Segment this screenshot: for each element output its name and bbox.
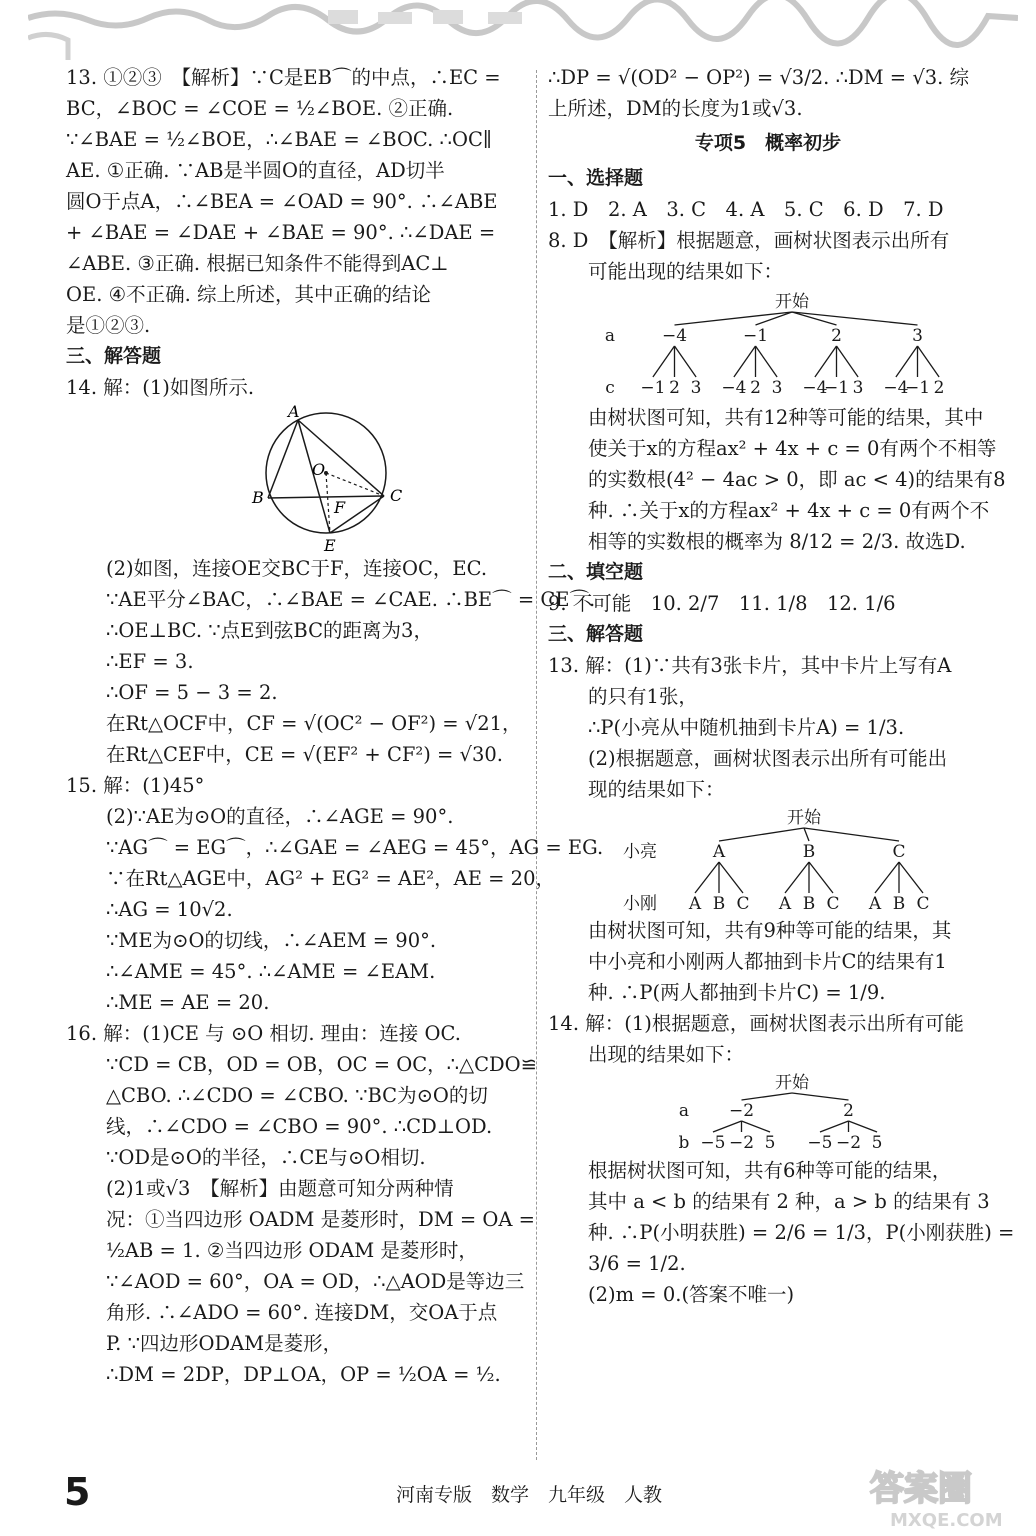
label-E: E — [324, 536, 336, 553]
q13-prob-line: 中小亮和小刚两人都抽到卡片C的结果有1 — [588, 950, 947, 973]
q13-line: BC，∠BOC = ∠COE = ½∠BOE. ②正确. — [66, 97, 454, 120]
q16-line: 线，∴∠CDO = ∠CBO = 90°. ∴CD⊥OD. — [106, 1115, 493, 1138]
tree-node-level2: −2 — [728, 1133, 755, 1153]
q14-prob-line: 14. 解：(1)根据题意，画树状图表示出所有可能 — [548, 1012, 964, 1035]
tree-branch — [809, 862, 833, 893]
label-C: C — [390, 486, 403, 505]
q14-line: 在Rt△OCF中，CF = √(OC² − OF²) = √21， — [106, 712, 522, 735]
q13-prob-line: ∴P(小亮从中随机抽到卡片A) = 1/3. — [588, 716, 905, 739]
q13-line: 是①②③. — [66, 314, 151, 337]
q13-prob-line: 的只有1张， — [588, 685, 698, 708]
q8-line: 使关于x的方程ax² + 4x + c = 0有两个不相等 — [588, 437, 997, 460]
q16-line: ∴DM = 2DP，DP⊥OA，OP = ½OA = ½. — [106, 1363, 501, 1386]
q15-line: ∵在Rt△AGE中，AG² + EG² = AE²，AE = 20， — [106, 867, 555, 890]
q13-prob-line: 13. 解：(1)∵共有3张卡片，其中卡片上写有A — [548, 654, 952, 677]
q13-prob-line: 种. ∴P(两人都抽到卡片C) = 1/9. — [588, 981, 886, 1004]
tree-node-level1: −2 — [728, 1101, 755, 1121]
fill-answers: 9. 不可能 10. 2/7 11. 1/8 12. 1/6 — [548, 592, 896, 615]
q14-prob-line: 3/6 = 1/2. — [588, 1252, 686, 1275]
q8-line: 相等的实数根的概率为 8/12 = 2/3. 故选D. — [588, 530, 966, 553]
continued-line: ∴DP = √(OD² − OP²) = √3/2. ∴DM = √3. 综 — [548, 66, 970, 89]
label-O: O — [312, 460, 326, 479]
tree-row-label: 小亮 — [623, 842, 657, 862]
tree-branch — [837, 346, 859, 377]
q14-prob-line: 出现的结果如下： — [588, 1043, 745, 1066]
q16-line: 况：①当四边形 OADM 是菱形时，DM = OA = — [106, 1208, 536, 1231]
tree-node-level2: 3 — [852, 378, 864, 398]
tree-branch — [695, 862, 719, 893]
q13-line: OE. ④不正确. 综上所述，其中正确的结论 — [66, 283, 431, 306]
q16-line: 16. 解：(1)CE 与 ⊙O 相切. 理由：连接 OC. — [66, 1022, 461, 1045]
q13-explanation — [548, 915, 988, 1008]
tree-node-level2: B — [712, 894, 726, 914]
q15-line: ∵ME为⊙O的切线，∴∠AEM = 90°. — [106, 929, 437, 952]
q8-line: 8. D 【解析】根据题意，画树状图表示出所有 — [548, 229, 950, 252]
tree-node-level2: 5 — [764, 1133, 776, 1153]
tree-node-level2: 2 — [750, 378, 761, 398]
q8-line: 由树状图可知，共有12种等可能的结果，其中 — [588, 406, 984, 429]
q14-line: ∵AE平分∠BAC，∴∠BAE = ∠CAE. ∴BE⌒ = CE⌒. — [106, 588, 596, 611]
tree-node-level2: 3 — [690, 378, 702, 398]
tree-branch — [675, 346, 697, 377]
tree-branch — [896, 346, 918, 377]
right-column — [548, 62, 1015, 1310]
tree-branch — [875, 862, 899, 893]
tree-branch — [792, 1093, 849, 1100]
q16-line: ∵∠AOD = 60°，OA = OD，∴△AOD是等边三 — [106, 1270, 525, 1293]
tree-root: 开始 — [775, 1073, 809, 1093]
q13-solution — [66, 62, 516, 341]
tree-node-level1: 3 — [912, 326, 923, 346]
watermark-text: 答案圈 — [870, 1469, 972, 1509]
tree-node-level2: −1 — [823, 378, 850, 398]
tree-row-label: c — [605, 378, 615, 398]
tree-branch — [785, 862, 809, 893]
tree-node-level2: −5 — [807, 1133, 833, 1153]
tree-branch — [820, 1121, 849, 1132]
q14-line: 在Rt△CEF中，CE = √(EF² + CF²) = √30. — [106, 743, 503, 766]
tree-row-label: a — [678, 1101, 690, 1121]
tree-root: 开始 — [775, 292, 809, 312]
tree-node-level2: 2 — [933, 378, 945, 398]
q13-line: AE. ①正确. ∵AB是半圆O的直径，AD切半 — [66, 159, 445, 182]
decorative-top-border — [28, 0, 1018, 60]
q14-line: ∴OE⊥BC. ∵点E到弦BC的距离为3， — [106, 619, 433, 642]
tree-node-level2: A — [688, 894, 702, 914]
tree-branch — [719, 828, 804, 841]
footer-text: 河南专版 数学 九年级 人教 — [396, 1484, 663, 1506]
q13-prob-line: 由树状图可知，共有9种等可能的结果，其 — [588, 919, 952, 942]
tree-node-level2: 3 — [771, 378, 783, 398]
q15-line: ∴AG = 10√2. — [106, 898, 233, 921]
tree-node-level1: A — [712, 842, 726, 862]
tree-row-label: b — [678, 1133, 690, 1153]
topic-title: 专项5 概率初步 — [694, 132, 842, 154]
q14-prob-line: 种. ∴P(小明获胜) = 2/6 = 1/3，P(小刚获胜) = — [588, 1221, 1015, 1244]
tree-node-level1: 2 — [831, 326, 842, 346]
tree-branch — [804, 828, 809, 841]
q16-line: P. ∵四边形ODAM是菱形， — [106, 1332, 343, 1355]
q13-prob-line: 现的结果如下： — [588, 778, 725, 801]
section-heading: 三、解答题 — [548, 623, 644, 645]
q14-prob — [548, 1008, 988, 1070]
section-heading: 二、填空题 — [548, 561, 644, 583]
continued-line: 上所述，DM的长度为1或√3. — [548, 97, 803, 120]
q8-line: 的实数根(4² − 4ac > 0，即 ac < 4)的结果有8 — [588, 468, 1006, 491]
tree-node-level2: −4 — [721, 378, 747, 398]
tree-branch — [899, 862, 923, 893]
tree-root: 开始 — [787, 808, 821, 828]
q15-line: ∴ME = AE = 20. — [106, 991, 270, 1014]
tree-node-level1: −1 — [742, 326, 769, 346]
section-heading: 三、解答题 — [66, 345, 162, 367]
q14-heading: 14. 解：(1)如图所示. — [66, 376, 255, 399]
tree-branch — [849, 1121, 878, 1132]
tree-node-level2: −5 — [700, 1133, 726, 1153]
tree-branch — [719, 862, 743, 893]
q14-line: ∴EF = 3. — [106, 650, 194, 673]
tree-diagram-q8 — [548, 287, 988, 402]
tree-node-level2: −2 — [835, 1133, 862, 1153]
column-divider — [536, 70, 537, 1460]
tree-node-level2: B — [892, 894, 906, 914]
q8-line: 种. ∴关于x的方程ax² + 4x + c = 0有两个不 — [588, 499, 990, 522]
tree-diagram-q13 — [548, 805, 988, 915]
tree-node-level2: C — [916, 894, 930, 914]
q15-line: ∴∠AME = 45°. ∴∠AME = ∠EAM. — [106, 960, 436, 983]
tree-node-level2: B — [802, 894, 816, 914]
q13-line: + ∠BAE = ∠DAE + ∠BAE = 90°. ∴∠DAE = — [66, 221, 496, 244]
q16-line: ∵CD = CB，OD = OB，OC = OC，∴△CDO≌ — [106, 1053, 537, 1076]
tree-diagram-q14 — [548, 1070, 988, 1155]
tree-node-level2: C — [826, 894, 840, 914]
choice-answers: 1. D 2. A 3. C 4. A 5. C 6. D 7. D — [548, 198, 944, 221]
q13-prob-line: (2)根据题意，画树状图表示出所有可能出 — [588, 747, 948, 770]
q8-explanation — [548, 402, 1006, 557]
q16-line: 角形. ∴∠ADO = 60°. 连接DM，交OA于点 — [106, 1301, 498, 1324]
q14-prob-line: 其中 a < b 的结果有 2 种，a > b 的结果有 3 — [588, 1190, 990, 1213]
q16-line: △CBO. ∴∠CDO = ∠CBO. ∵BC为⊙O的切 — [106, 1084, 488, 1107]
q15-line: 15. 解：(1)45° — [66, 774, 205, 797]
tree-node-level2: C — [736, 894, 750, 914]
q13-line: 圆O于点A，∴∠BEA = ∠OAD = 90°. ∴∠ABE — [66, 190, 498, 213]
q13-prob — [548, 650, 988, 805]
q15-line: (2)∵AE为⊙O的直径，∴∠AGE = 90°. — [106, 805, 454, 828]
watermark-logo — [860, 1462, 1020, 1532]
q16-line: ∵OD是⊙O的半径，∴CE与⊙O相切. — [106, 1146, 426, 1169]
q15-line: ∵AG⌒ = EG⌒，∴∠GAE = ∠AEG = 45°，AG = EG. — [106, 836, 604, 859]
tree-node-level2: 5 — [871, 1133, 883, 1153]
tree-branch — [742, 1093, 793, 1100]
tree-branch — [815, 346, 837, 377]
tree-branch — [713, 1121, 742, 1132]
tree-node-level1: 2 — [843, 1101, 854, 1121]
tree-node-level1: C — [892, 842, 906, 862]
q14-explanation — [548, 1155, 1015, 1310]
tree-node-level2: −1 — [640, 378, 666, 398]
tree-node-level2: −4 — [802, 378, 828, 398]
page-number: 5 — [64, 1470, 91, 1514]
circle-figure — [66, 403, 516, 553]
label-B: B — [252, 488, 264, 507]
q13-line: 13. ①②③ 【解析】∵C是EB⌒的中点，∴EC = — [66, 66, 501, 89]
tree-node-level2: 2 — [669, 378, 680, 398]
label-F: F — [334, 498, 346, 517]
tree-node-level2: −1 — [904, 378, 931, 398]
tree-node-level1: B — [802, 842, 816, 862]
tree-node-level1: −4 — [661, 326, 688, 346]
q14-line: ∴OF = 5 − 3 = 2. — [106, 681, 278, 704]
tree-branch — [918, 346, 940, 377]
q16-line: (2)1或√3 【解析】由题意可知分两种情 — [106, 1177, 454, 1200]
tree-branch — [792, 312, 918, 325]
watermark-url: MXQE.COM — [890, 1510, 1003, 1531]
tree-branch — [804, 828, 899, 841]
q13-line: ∵∠BAE = ½∠BOE，∴∠BAE = ∠BOC. ∴OC∥ — [66, 128, 492, 151]
tree-node-level2: A — [778, 894, 792, 914]
tree-row-label: 小刚 — [623, 894, 657, 914]
tree-branch — [653, 346, 675, 377]
tree-node-level2: −4 — [883, 378, 909, 398]
q16-solution — [66, 1018, 537, 1390]
tree-branch — [742, 1121, 771, 1132]
q15-solution — [66, 770, 604, 1018]
tree-branch — [734, 346, 756, 377]
q14-line: (2)如图，连接OE交BC于F，连接OC，EC. — [106, 557, 488, 580]
section-heading: 一、选择题 — [548, 167, 644, 189]
label-A: A — [288, 403, 300, 421]
tree-branch — [756, 346, 778, 377]
q16-line: ½AB = 1. ②当四边形 ODAM 是菱形时， — [106, 1239, 478, 1262]
q14-prob-line: 根据树状图可知，共有6种等可能的结果， — [588, 1159, 952, 1182]
tree-row-label: a — [604, 326, 616, 346]
tree-node-level2: A — [868, 894, 882, 914]
q14-prob-line: (2)m = 0.(答案不唯一) — [588, 1283, 795, 1306]
q8-line: 可能出现的结果如下： — [588, 260, 784, 283]
q13-line: ∠ABE. ③正确. 根据已知条件不能得到AC⊥ — [66, 252, 449, 275]
